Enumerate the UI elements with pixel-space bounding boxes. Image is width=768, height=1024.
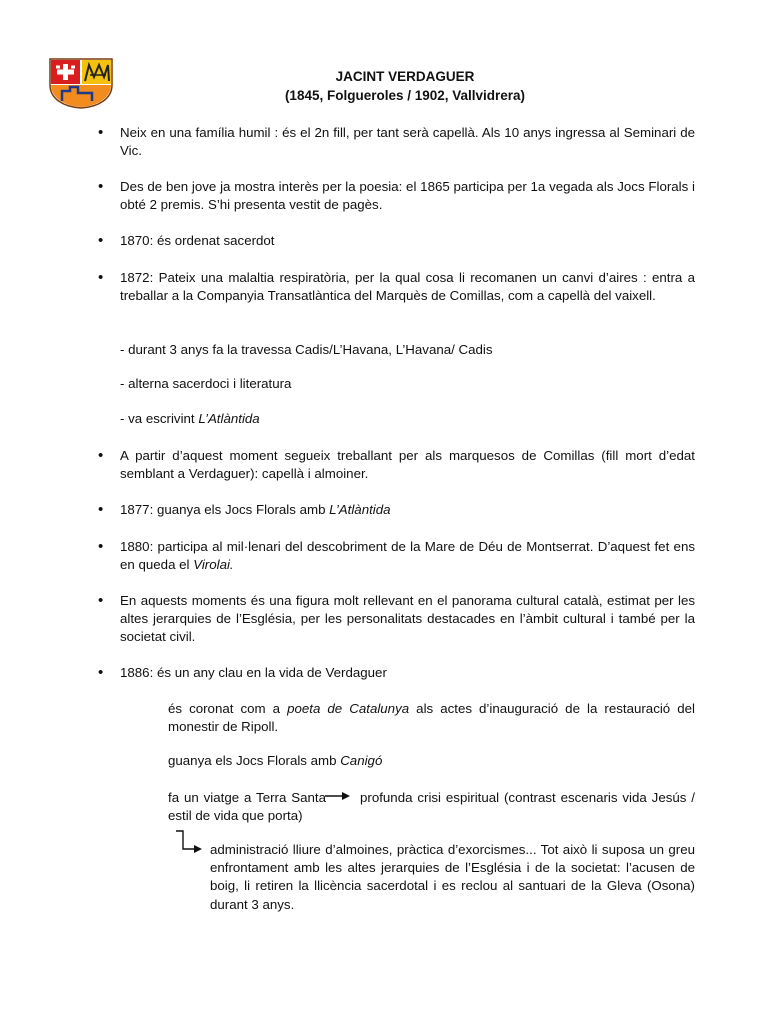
arrow-down-right-icon (175, 830, 203, 856)
sub-item: - alterna sacerdoci i literatura (120, 376, 292, 391)
list-item: Des de ben jove ja mostra interès per la poesia: el 1865 participa per 1a vegada als Jocs Florals i obté 2 premis. S’hi presenta vestit de pagès. (120, 179, 695, 213)
bullet-icon: • (98, 447, 104, 464)
page-title: JACINT VERDAGUER (335, 69, 475, 84)
list-item: 1886: és un any clau en la vida de Verdaguer (120, 665, 387, 680)
arrow-right-icon (325, 791, 351, 801)
bullet-icon: • (98, 664, 104, 681)
page-subtitle: (1845, Folgueroles / 1902, Vallvidrera) (284, 88, 526, 103)
bullet-icon: • (98, 538, 104, 555)
list-item: En aquests moments és una figura molt rellevant en el panorama cultural català, estimat per les altes jerarquies de l’Església, per les personalitats destacades en l’àmbit cultural i també per la societat civil. (120, 593, 695, 645)
list-item: 1877: guanya els Jocs Florals amb L’Atlàntida (120, 502, 391, 517)
sub-item: fa un viatge a Terra Santa profunda crisi espiritual (contrast escenaris vida Jesús / estil de vida que porta) (168, 790, 695, 824)
sub-item: guanya els Jocs Florals amb Canigó (168, 753, 383, 768)
sub-item: és coronat com a poeta de Catalunya als actes d’inauguració de la restauració del monestir de Ripoll. (168, 701, 695, 735)
list-item: A partir d’aquest moment segueix treballant per als marquesos de Comillas (fill mort d’edat semblant a Verdaguer): capellà i almoiner. (120, 448, 695, 482)
bullet-icon: • (98, 124, 104, 141)
sub-item: - va escrivint L’Atlàntida (120, 411, 260, 426)
bullet-icon: • (98, 232, 104, 249)
list-item: 1872: Pateix una malaltia respiratòria, per la qual cosa li recomanen un canvi d’aires : entra a treballar a la Companyia Transatlàntica del Marquès de Comillas, com a capellà del vaixell. (120, 270, 695, 304)
coat-of-arms-icon (48, 57, 114, 109)
sub-item: administració lliure d’almoines, pràctica d’exorcismes... Tot això li suposa un greu enfrontament amb les altes jerarquies de l’Església i de la societat: l’acusen de boig, li retiren la llicència sacerdotal i es reclou al santuari de la Gleva (Osona) durant 3 anys. (210, 842, 695, 912)
list-item: 1870: és ordenat sacerdot (120, 233, 275, 248)
list-item: Neix en una família humil : és el 2n fill, per tant serà capellà. Als 10 anys ingressa al Seminari de Vic. (120, 125, 695, 159)
list-item: 1880: participa al mil·lenari del descobriment de la Mare de Déu de Montserrat. D’aquest fet ens en queda el Virolai. (120, 539, 695, 573)
bullet-icon: • (98, 269, 104, 286)
bullet-icon: • (98, 178, 104, 195)
bullet-icon: • (98, 592, 104, 609)
sub-item: - durant 3 anys fa la travessa Cadis/L’Havana, L’Havana/ Cadis (120, 342, 493, 357)
bullet-icon: • (98, 501, 104, 518)
